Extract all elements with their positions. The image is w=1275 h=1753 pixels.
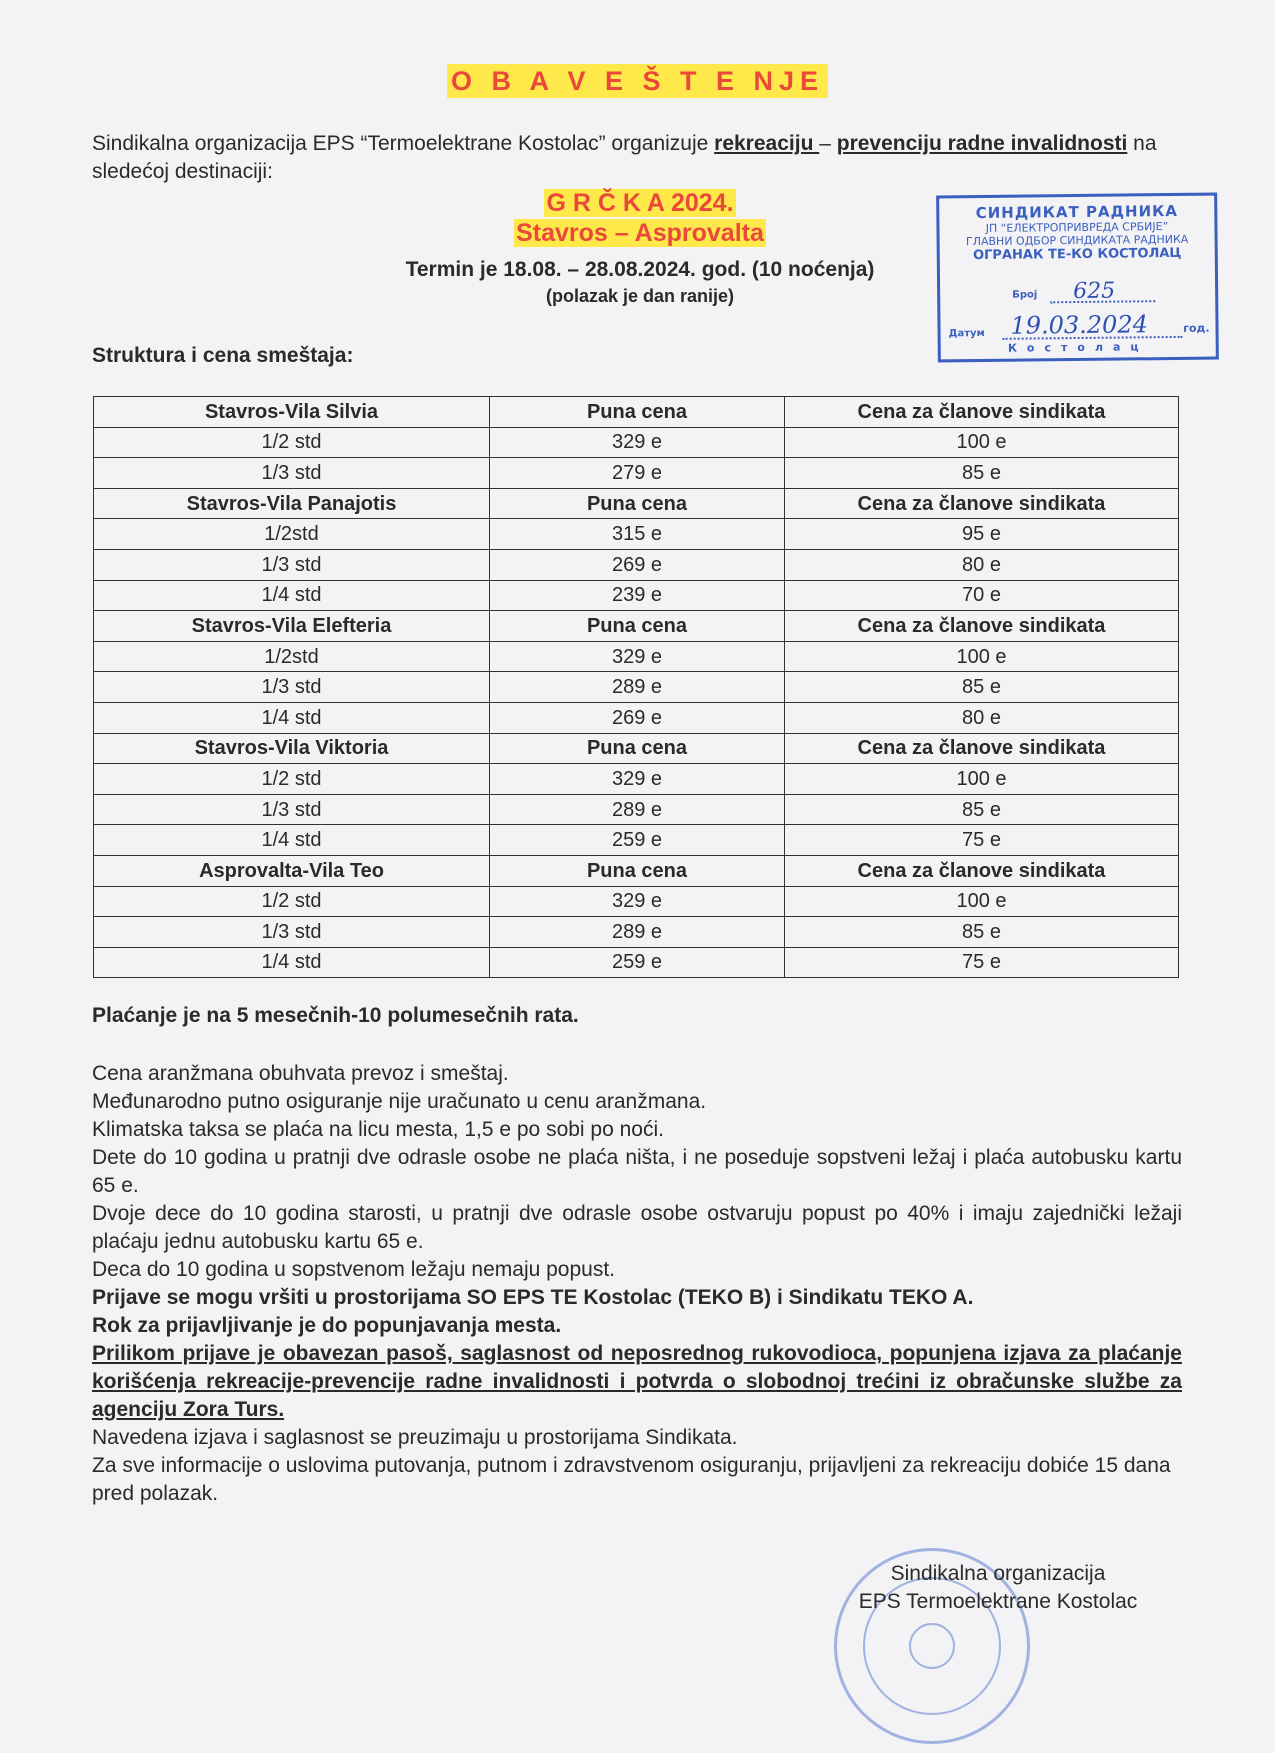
note-line: Dvoje dece do 10 godina starosti, u pratnji dve odrasle osobe ostvaruju popust po 40% i imaju zajednički ležaji plaćaju jednu autobusku kartu 65 e. [92,1202,1182,1253]
villa-header-row [94,488,1179,519]
member-price: 80 e [785,549,1179,580]
signature-line-2: EPS Termoelektrane Kostolac [858,1590,1138,1613]
table-row [94,427,1179,458]
term-dates: Termin je 18.08. – 28.08.2024. god. (10 noćenja) [405,258,875,281]
intro-highlight-rekreacija: rekreaciju [714,132,820,155]
full-price: 289 e [490,917,785,948]
member-price: 80 e [785,702,1179,733]
member-price: 85 e [785,917,1179,948]
note-line: Klimatska taksa se plaća na licu mesta, 1,5 e po sobi po noći. [92,1118,664,1141]
member-price: 75 e [785,825,1179,856]
member-price-header: Cena za članove sindikata [785,733,1179,764]
full-price: 269 e [490,549,785,580]
full-price: 279 e [490,458,785,489]
full-price-header: Puna cena [490,488,785,519]
note-line: Prijave se mogu vršiti u prostorijama SO EPS TE Kostolac (TEKO B) i Sindikatu TEKO A. [92,1286,974,1309]
full-price: 315 e [490,519,785,550]
table-row [94,641,1179,672]
room-type: 1/2 std [94,427,490,458]
table-row [94,672,1179,703]
villa-header-row [94,855,1179,886]
member-price: 75 e [785,947,1179,978]
note-line: Prilikom prijave je obavezan pasoš, saglasnost od neposrednog rukovodioca, popunjena izjava za plaćanje korišćenja rekreacije-prevencije radne invalidnosti i potvrda o slobodnoj trećini iz obračunske službe za agenciju Zora Turs. [92,1342,1182,1421]
member-price: 85 e [785,458,1179,489]
room-type: 1/2 std [94,764,490,795]
registration-stamp: СИНДИКАТ РАДНИКА ЈП “ЕЛЕКТРОПРИВРЕДА СРБИЈЕ” ГЛАВНИ ОДБОР СИНДИКАТА РАДНИКА ОГРАНАК ТЕ-КО КОСТОЛАЦ Број 625 Датум 19.03.2024 год. Костолац [936,193,1219,363]
villa-name: Stavros-Vila Elefteria [94,611,490,642]
full-price-header: Puna cena [490,855,785,886]
member-price-header: Cena za članove sindikata [785,397,1179,428]
room-type: 1/4 std [94,825,490,856]
full-price: 259 e [490,825,785,856]
member-price-header: Cena za članove sindikata [785,488,1179,519]
intro-paragraph: Sindikalna organizacija EPS “Termoelektrane Kostolac” organizuje rekreaciju – prevenciju radne invalidnosti na sledećoj destinaciji: [92,132,1157,183]
destination-country: G R Č K A 2024. [546,189,734,217]
villa-name: Asprovalta-Vila Teo [94,855,490,886]
stamp-number: 625 [1073,278,1116,305]
full-price: 289 e [490,794,785,825]
table-row [94,549,1179,580]
villa-header-row [94,733,1179,764]
member-price: 85 e [785,794,1179,825]
member-price: 95 e [785,519,1179,550]
member-price: 100 e [785,641,1179,672]
table-row [94,794,1179,825]
intro-highlight-prevencija: prevenciju radne invalidnosti [836,132,1128,155]
full-price: 329 e [490,641,785,672]
member-price: 100 e [785,427,1179,458]
room-type: 1/3 std [94,549,490,580]
note-line: Deca do 10 godina u sopstvenom ležaju nemaju popust. [92,1258,616,1281]
member-price-header: Cena za članove sindikata [785,855,1179,886]
destination-places: Stavros – Asprovalta [516,219,764,247]
full-price: 259 e [490,947,785,978]
full-price: 239 e [490,580,785,611]
stamp-date: 19.03.2024 [1010,310,1149,340]
document-title: O B A V E Š T E NJE [0,66,1275,97]
notes-block [92,1060,1182,1508]
room-type: 1/4 std [94,702,490,733]
full-price: 329 e [490,886,785,917]
departure-note: (polazak je dan ranije) [545,286,735,306]
signature-line-1: Sindikalna organizacija [890,1562,1106,1585]
full-price: 329 e [490,764,785,795]
table-row [94,580,1179,611]
full-price-header: Puna cena [490,397,785,428]
note-line: Navedena izjava i saglasnost se preuzimaju u prostorijama Sindikata. [92,1426,738,1449]
note-line: Za sve informacije o uslovima putovanja, putnom i zdravstvenom osiguranju, prijavljeni za rekreaciju dobiće 15 dana pred polazak. [92,1454,1171,1505]
full-price: 329 e [490,427,785,458]
price-table [93,396,1179,978]
member-price-header: Cena za članove sindikata [785,611,1179,642]
full-price-header: Puna cena [490,733,785,764]
table-row [94,886,1179,917]
room-type: 1/2std [94,519,490,550]
table-row [94,519,1179,550]
villa-header-row [94,397,1179,428]
full-price: 269 e [490,702,785,733]
full-price: 289 e [490,672,785,703]
room-type: 1/3 std [94,458,490,489]
note-line: Cena aranžmana obuhvata prevoz i smeštaj. [92,1062,509,1085]
room-type: 1/2 std [94,886,490,917]
villa-name: Stavros-Vila Silvia [94,397,490,428]
full-price-header: Puna cena [490,611,785,642]
member-price: 100 e [785,764,1179,795]
villa-header-row [94,611,1179,642]
payment-terms: Plaćanje je na 5 mesečnih-10 polumesečnih rata. [92,1004,579,1027]
table-row [94,825,1179,856]
room-type: 1/4 std [94,947,490,978]
room-type: 1/3 std [94,917,490,948]
room-type: 1/4 std [94,580,490,611]
table-row [94,764,1179,795]
note-line: Dete do 10 godina u pratnji dve odrasle osobe ne plaća ništa, i ne poseduje sopstveni ležaj i plaća autobusku kartu 65 e. [92,1146,1182,1197]
note-line: Međunarodno putno osiguranje nije uračunato u cenu aranžmana. [92,1090,707,1113]
villa-name: Stavros-Vila Viktoria [94,733,490,764]
table-row [94,947,1179,978]
room-type: 1/3 std [94,672,490,703]
member-price: 100 e [785,886,1179,917]
table-row [94,917,1179,948]
note-line: Rok za prijavljivanje je do popunjavanja mesta. [92,1314,562,1337]
structure-heading: Struktura i cena smeštaja: [92,344,354,367]
room-type: 1/3 std [94,794,490,825]
table-row [94,702,1179,733]
room-type: 1/2std [94,641,490,672]
destination-block [340,188,940,248]
signature-block [828,1560,1168,1616]
table-row [94,458,1179,489]
member-price: 70 e [785,580,1179,611]
villa-name: Stavros-Vila Panajotis [94,488,490,519]
member-price: 85 e [785,672,1179,703]
